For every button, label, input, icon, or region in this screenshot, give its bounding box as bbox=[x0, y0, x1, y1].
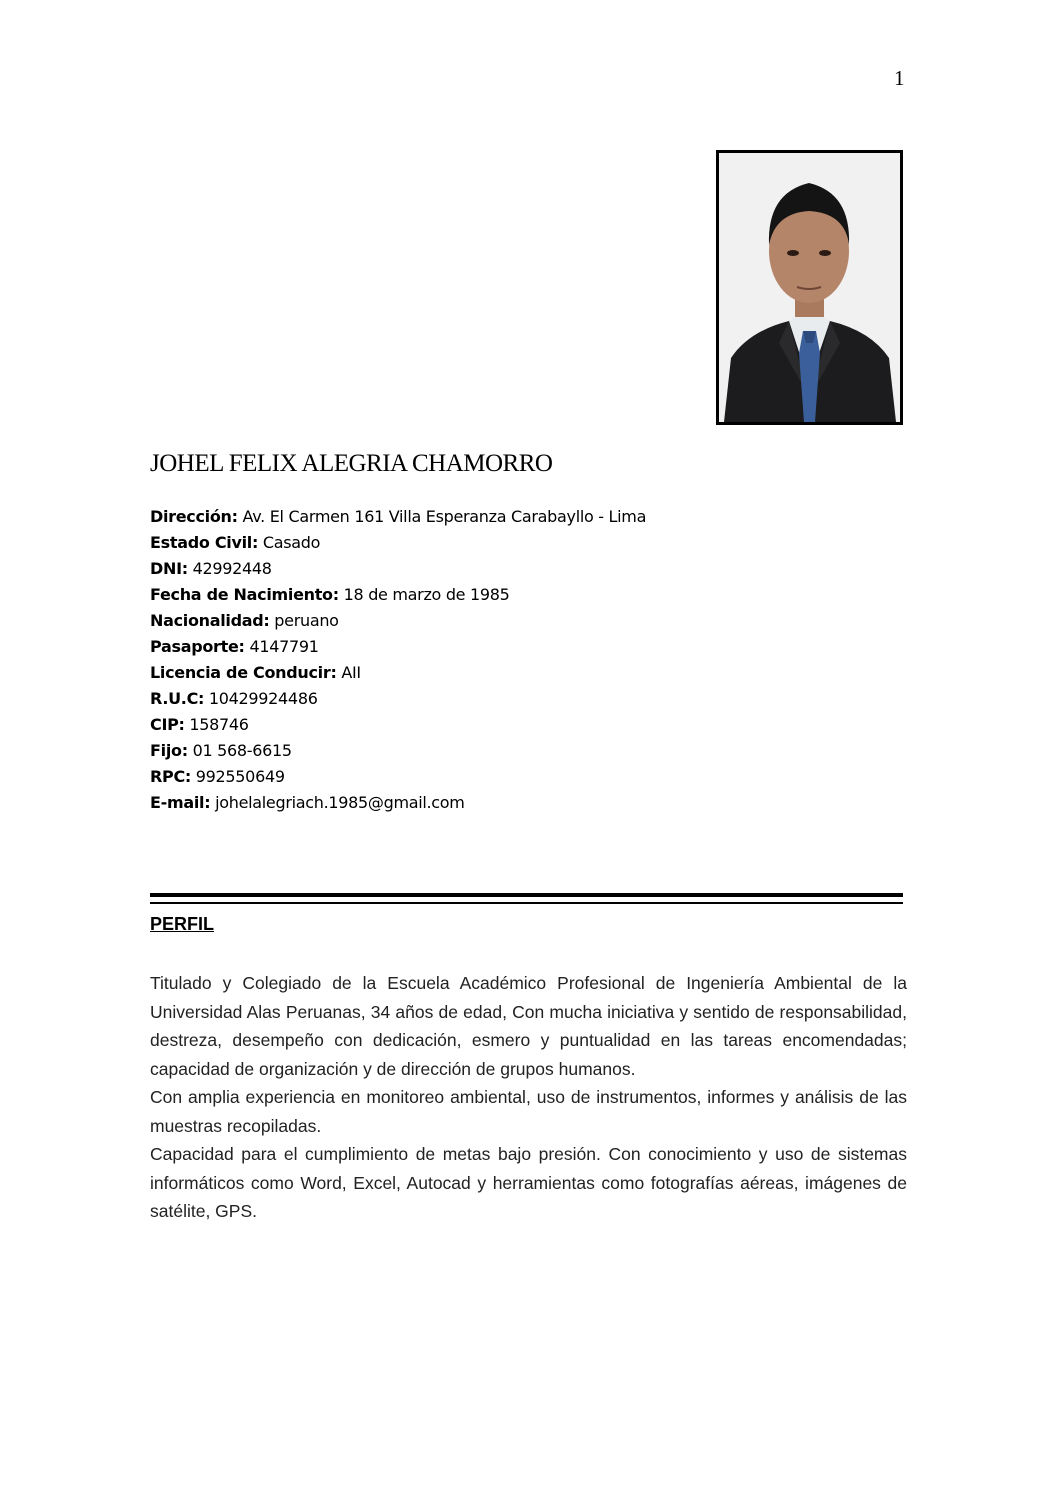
detail-label: E-mail: bbox=[150, 793, 211, 812]
detail-label: RPC: bbox=[150, 767, 191, 786]
profile-text bbox=[150, 969, 907, 1226]
detail-label: Fijo: bbox=[150, 741, 188, 760]
detail-label: R.U.C: bbox=[150, 689, 205, 708]
profile-photo bbox=[716, 150, 903, 425]
detail-marital-status bbox=[150, 530, 646, 556]
detail-value: Casado bbox=[258, 533, 321, 552]
detail-birth-date bbox=[150, 582, 646, 608]
candidate-name: JOHEL FELIX ALEGRIA CHAMORRO bbox=[150, 450, 553, 477]
detail-value: peruano bbox=[269, 611, 339, 630]
detail-driver-license bbox=[150, 660, 646, 686]
section-divider-thin bbox=[150, 902, 903, 904]
section-title-perfil: PERFIL bbox=[150, 914, 215, 934]
detail-value: Av. El Carmen 161 Villa Esperanza Carabayllo - Lima bbox=[237, 507, 647, 526]
detail-passport bbox=[150, 634, 646, 660]
detail-value: 992550649 bbox=[191, 767, 285, 786]
detail-label: Licencia de Conducir: bbox=[150, 663, 337, 682]
detail-dni bbox=[150, 556, 646, 582]
detail-label: Dirección: bbox=[150, 507, 238, 526]
detail-landline bbox=[150, 738, 646, 764]
profile-paragraph: Con amplia experiencia en monitoreo ambiental, uso de instrumentos, informes y análisis de las muestras recopiladas. bbox=[150, 1087, 907, 1136]
detail-email bbox=[150, 790, 646, 816]
detail-label: DNI: bbox=[150, 559, 188, 578]
detail-nationality bbox=[150, 608, 646, 634]
page-number: 1 bbox=[894, 66, 905, 90]
detail-cip bbox=[150, 712, 646, 738]
detail-label: Estado Civil: bbox=[150, 533, 259, 552]
detail-value: 158746 bbox=[184, 715, 249, 734]
detail-label: Fecha de Nacimiento: bbox=[150, 585, 339, 604]
detail-address bbox=[150, 504, 646, 530]
detail-value: 18 de marzo de 1985 bbox=[338, 585, 510, 604]
detail-label: CIP: bbox=[150, 715, 185, 734]
detail-value: 01 568-6615 bbox=[187, 741, 292, 760]
profile-paragraph: Titulado y Colegiado de la Escuela Académico Profesional de Ingeniería Ambiental de la Universidad Alas Peruanas, 34 años de edad, Con mucha iniciativa y sentido de responsabilidad, destreza, desempeño con dedicación, esmero y puntualidad en las tareas encomendadas; capacidad de organización y de dirección de grupos humanos. bbox=[150, 973, 907, 1079]
detail-label: Pasaporte: bbox=[150, 637, 245, 656]
detail-label: Nacionalidad: bbox=[150, 611, 270, 630]
detail-value: 42992448 bbox=[187, 559, 272, 578]
detail-value: johelalegriach.1985@gmail.com bbox=[210, 793, 465, 812]
profile-paragraph: Capacidad para el cumplimiento de metas bajo presión. Con conocimiento y uso de sistemas informáticos como Word, Excel, Autocad y herramientas como fotografías aéreas, imágenes de satélite, GPS. bbox=[150, 1144, 907, 1221]
detail-value: AII bbox=[336, 663, 361, 682]
detail-ruc bbox=[150, 686, 646, 712]
detail-value: 10429924486 bbox=[204, 689, 318, 708]
section-divider-thick bbox=[150, 893, 903, 897]
detail-rpc bbox=[150, 764, 646, 790]
detail-value: 4147791 bbox=[244, 637, 319, 656]
personal-details bbox=[150, 504, 646, 816]
